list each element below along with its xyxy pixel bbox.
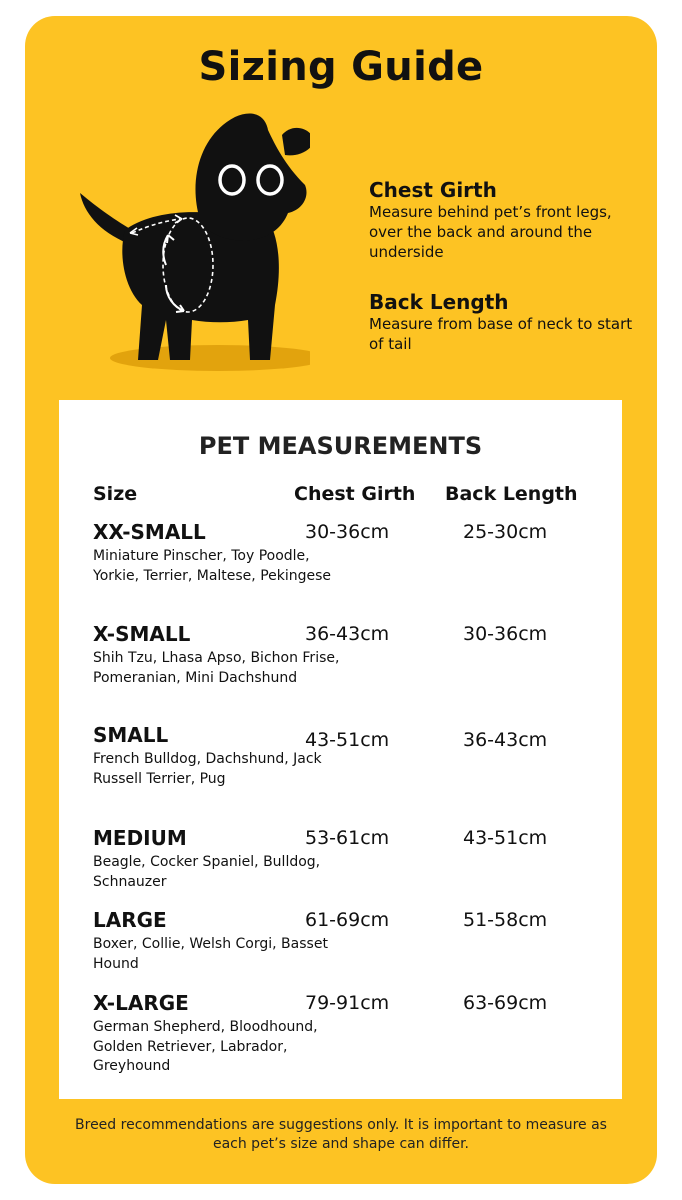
size-name: XX-SMALL	[93, 520, 206, 544]
size-name: SMALL	[93, 723, 169, 747]
table-row	[93, 621, 613, 688]
chest-value: 43-51cm	[305, 729, 390, 751]
size-name: X-LARGE	[93, 991, 189, 1015]
table-row	[93, 825, 613, 892]
dog-illustration	[70, 105, 310, 380]
back-value: 63-69cm	[463, 992, 548, 1014]
back-length-info	[369, 290, 649, 354]
header-back-length: Back Length	[445, 483, 578, 505]
chest-value: 79-91cm	[305, 992, 390, 1014]
back-value: 36-43cm	[463, 729, 548, 751]
back-value: 43-51cm	[463, 827, 548, 849]
size-name: MEDIUM	[93, 826, 187, 850]
table-row	[93, 722, 613, 789]
back-value: 30-36cm	[463, 623, 548, 645]
size-breeds: French Bulldog, Dachshund, Jack Russell Terrier, Pug	[93, 751, 322, 787]
table-title: PET MEASUREMENTS	[198, 432, 483, 460]
chest-girth-info	[369, 178, 649, 262]
chest-girth-text: Measure behind pet’s front legs, over the back and around the underside	[369, 203, 612, 261]
chest-value: 36-43cm	[305, 623, 390, 645]
back-length-heading: Back Length	[369, 290, 509, 314]
chest-value: 30-36cm	[305, 521, 390, 543]
size-name: LARGE	[93, 908, 167, 932]
back-value: 51-58cm	[463, 909, 548, 931]
header-chest-girth: Chest Girth	[294, 483, 416, 505]
size-breeds: Miniature Pinscher, Toy Poodle, Yorkie, Terrier, Maltese, Pekingese	[93, 548, 332, 584]
chest-value: 53-61cm	[305, 827, 390, 849]
table-row	[93, 907, 613, 974]
size-breeds: German Shepherd, Bloodhound, Golden Retriever, Labrador, Greyhound	[93, 1019, 318, 1074]
table-row	[93, 990, 613, 1077]
back-value: 25-30cm	[463, 521, 548, 543]
size-breeds: Beagle, Cocker Spaniel, Bulldog, Schnauzer	[93, 854, 321, 890]
footnote: Breed recommendations are suggestions only. It is important to measure as each pet’s size and shape can differ.	[75, 1117, 607, 1152]
size-breeds: Shih Tzu, Lhasa Apso, Bichon Frise, Pomeranian, Mini Dachshund	[93, 650, 340, 686]
table-row	[93, 519, 613, 586]
back-length-text: Measure from base of neck to start of tail	[369, 315, 633, 353]
size-breeds: Boxer, Collie, Welsh Corgi, Basset Hound	[93, 936, 328, 972]
page-title: Sizing Guide	[198, 44, 484, 90]
chest-girth-heading: Chest Girth	[369, 178, 497, 202]
size-name: X-SMALL	[93, 622, 191, 646]
measurements-table	[59, 400, 622, 1099]
header-size: Size	[93, 483, 138, 505]
chest-value: 61-69cm	[305, 909, 390, 931]
